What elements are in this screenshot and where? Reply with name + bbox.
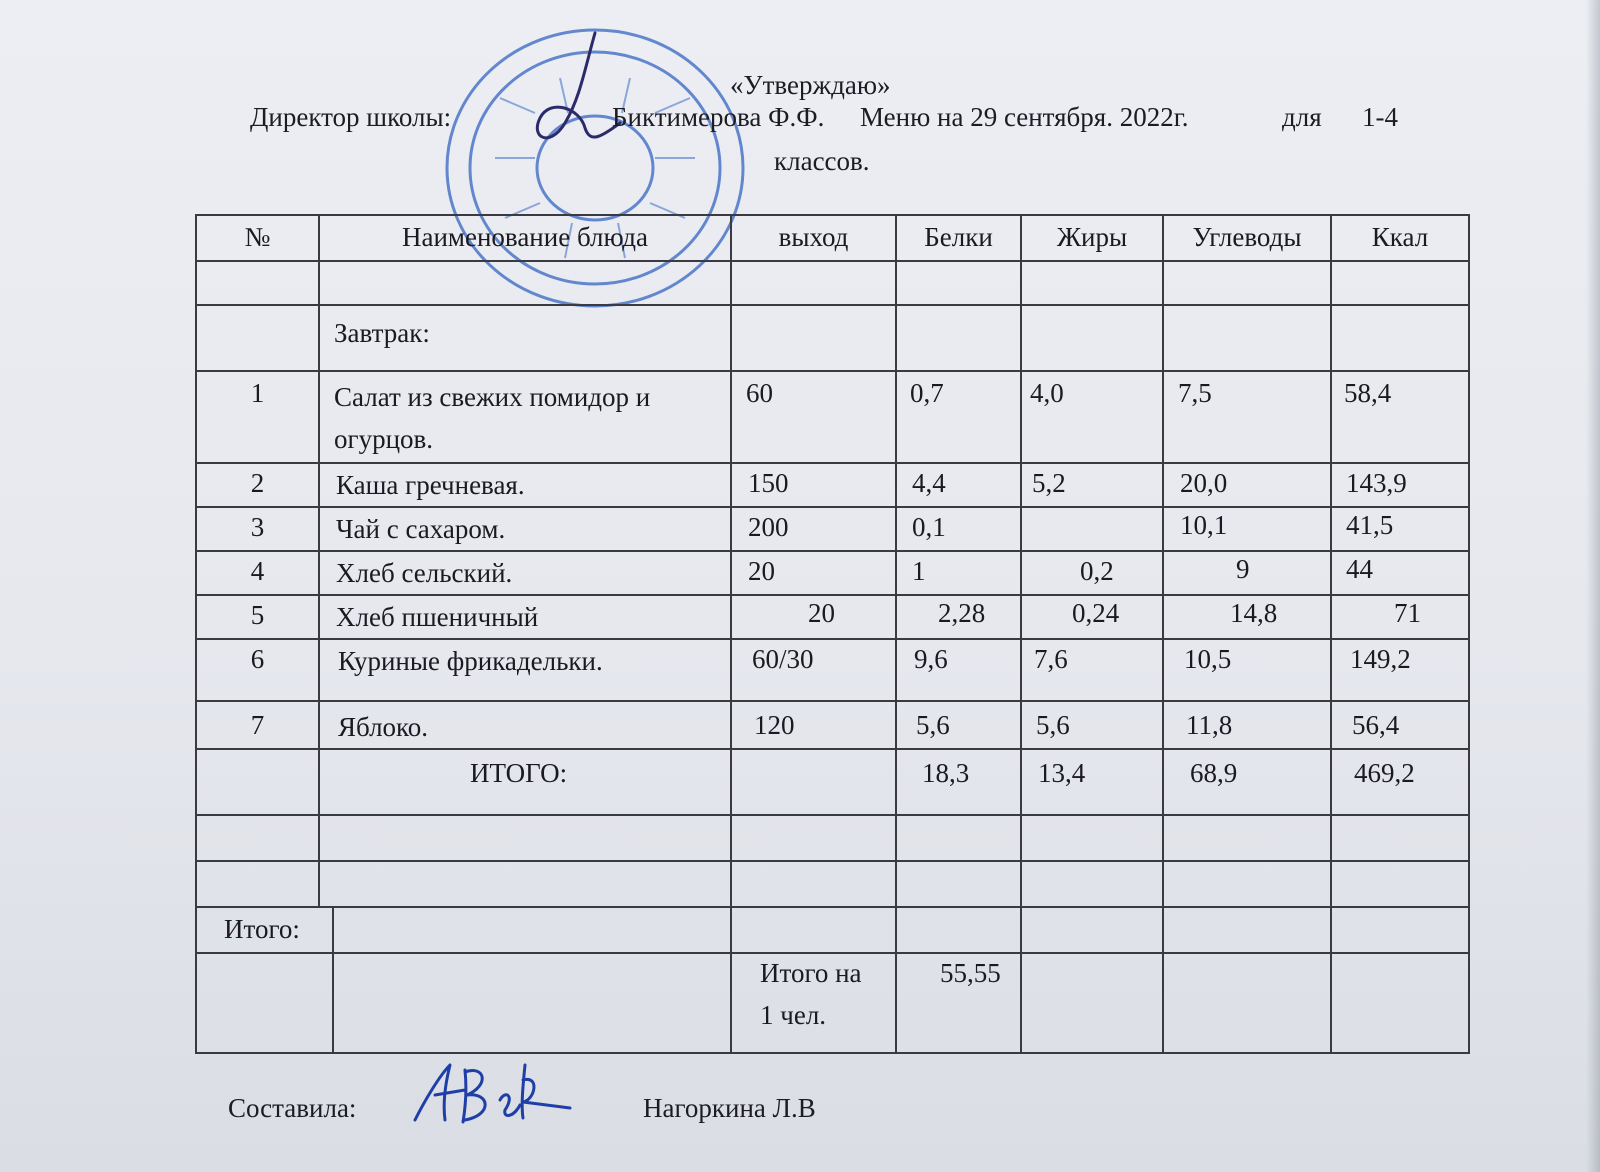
protein-value: 2,28 xyxy=(938,598,986,628)
carbs-value: 10,5 xyxy=(1184,644,1232,674)
kcal-value: 143,9 xyxy=(1346,468,1407,498)
carbs-value: 9 xyxy=(1236,554,1250,584)
table-line xyxy=(332,906,334,1054)
total-label: ИТОГО: xyxy=(470,758,568,788)
total-protein: 18,3 xyxy=(922,758,970,788)
col-header-fat: Жиры xyxy=(1056,222,1128,252)
col-header-protein: Белки xyxy=(924,222,993,252)
per-person-label-cont: 1 чел. xyxy=(760,1000,827,1030)
table-line xyxy=(895,214,897,1054)
fat-value: 4,0 xyxy=(1030,378,1064,408)
row-number: 3 xyxy=(250,512,265,542)
carbs-value: 20,0 xyxy=(1180,468,1228,498)
dish-name: Салат из свежих помидор и xyxy=(334,382,651,412)
protein-value: 4,4 xyxy=(912,468,946,498)
carbs-value: 14,8 xyxy=(1230,598,1278,628)
dish-name: Чай с сахаром. xyxy=(336,514,506,544)
table-line xyxy=(1468,214,1470,1054)
table-line xyxy=(195,814,1470,816)
dish-name: Хлеб пшеничный xyxy=(336,602,539,632)
table-line xyxy=(195,748,1470,750)
table-line xyxy=(195,304,1470,306)
director-signature-icon xyxy=(525,28,625,168)
dish-name: Хлеб сельский. xyxy=(336,558,513,588)
table-line xyxy=(195,260,1470,262)
row-number: 6 xyxy=(250,644,265,674)
carbs-value: 10,1 xyxy=(1180,510,1228,540)
protein-value: 5,6 xyxy=(916,710,950,740)
row-number: 4 xyxy=(250,556,265,586)
composer-signature-icon xyxy=(405,1050,575,1130)
output-value: 120 xyxy=(754,710,795,740)
total-fat: 13,4 xyxy=(1038,758,1086,788)
approve-heading: «Утверждаю» xyxy=(730,70,891,100)
table-line xyxy=(1330,214,1332,1054)
table-line xyxy=(195,906,1470,908)
protein-value: 0,7 xyxy=(910,378,944,408)
dish-name: Куриные фрикадельки. xyxy=(338,646,603,676)
table-line xyxy=(318,214,320,906)
per-person-label: Итого на xyxy=(760,958,862,988)
menu-title-classes: классов. xyxy=(774,146,870,176)
menu-title: Меню на 29 сентября. 2022г. xyxy=(860,102,1189,132)
table-line xyxy=(195,370,1470,372)
kcal-value: 71 xyxy=(1394,598,1421,628)
output-value: 200 xyxy=(748,512,789,542)
row-number: 7 xyxy=(250,710,265,740)
output-value: 150 xyxy=(748,468,789,498)
row-number: 1 xyxy=(250,378,265,408)
itogo-label: Итого: xyxy=(224,914,300,944)
menu-title-for: для xyxy=(1282,102,1322,132)
fat-value: 5,2 xyxy=(1032,468,1066,498)
table-line xyxy=(195,1052,1470,1054)
section-breakfast: Завтрак: xyxy=(334,318,430,348)
total-carbs: 68,9 xyxy=(1190,758,1238,788)
director-name: Биктимерова Ф.Ф. xyxy=(612,102,825,132)
dish-name: Каша гречневая. xyxy=(336,470,525,500)
total-kcal: 469,2 xyxy=(1354,758,1415,788)
kcal-value: 149,2 xyxy=(1350,644,1411,674)
table-line xyxy=(1020,214,1022,1054)
col-header-carbs: Углеводы xyxy=(1192,222,1302,252)
dish-name: Яблоко. xyxy=(338,712,429,742)
menu-title-grades: 1-4 xyxy=(1362,102,1398,132)
director-label: Директор школы: xyxy=(250,102,452,132)
protein-value: 0,1 xyxy=(912,512,946,542)
row-number: 2 xyxy=(250,468,265,498)
dish-name-cont: огурцов. xyxy=(334,424,434,454)
kcal-value: 44 xyxy=(1346,554,1373,584)
table-line xyxy=(730,214,732,1054)
table-line xyxy=(195,860,1470,862)
per-person-value: 55,55 xyxy=(940,958,1001,988)
carbs-value: 7,5 xyxy=(1178,378,1212,408)
kcal-value: 56,4 xyxy=(1352,710,1400,740)
output-value: 20 xyxy=(748,556,775,586)
col-header-number: № xyxy=(244,222,271,252)
fat-value: 0,2 xyxy=(1080,556,1114,586)
output-value: 60/30 xyxy=(752,644,814,674)
col-header-output: выход xyxy=(778,222,849,252)
fat-value: 0,24 xyxy=(1072,598,1120,628)
composer-name: Нагоркина Л.В xyxy=(643,1093,816,1123)
table-line xyxy=(195,700,1470,702)
fat-value: 7,6 xyxy=(1034,644,1068,674)
col-header-dish: Наименование блюда xyxy=(401,222,649,252)
paper-edge xyxy=(1586,0,1600,1172)
output-value: 60 xyxy=(746,378,773,408)
composed-by-label: Составила: xyxy=(228,1093,357,1123)
protein-value: 9,6 xyxy=(914,644,948,674)
col-header-kcal: Ккал xyxy=(1371,222,1429,252)
kcal-value: 41,5 xyxy=(1346,510,1394,540)
table-line xyxy=(1162,214,1164,1054)
output-value: 20 xyxy=(808,598,835,628)
kcal-value: 58,4 xyxy=(1344,378,1392,408)
protein-value: 1 xyxy=(912,556,926,586)
row-number: 5 xyxy=(250,600,265,630)
fat-value: 5,6 xyxy=(1036,710,1070,740)
carbs-value: 11,8 xyxy=(1186,710,1233,740)
